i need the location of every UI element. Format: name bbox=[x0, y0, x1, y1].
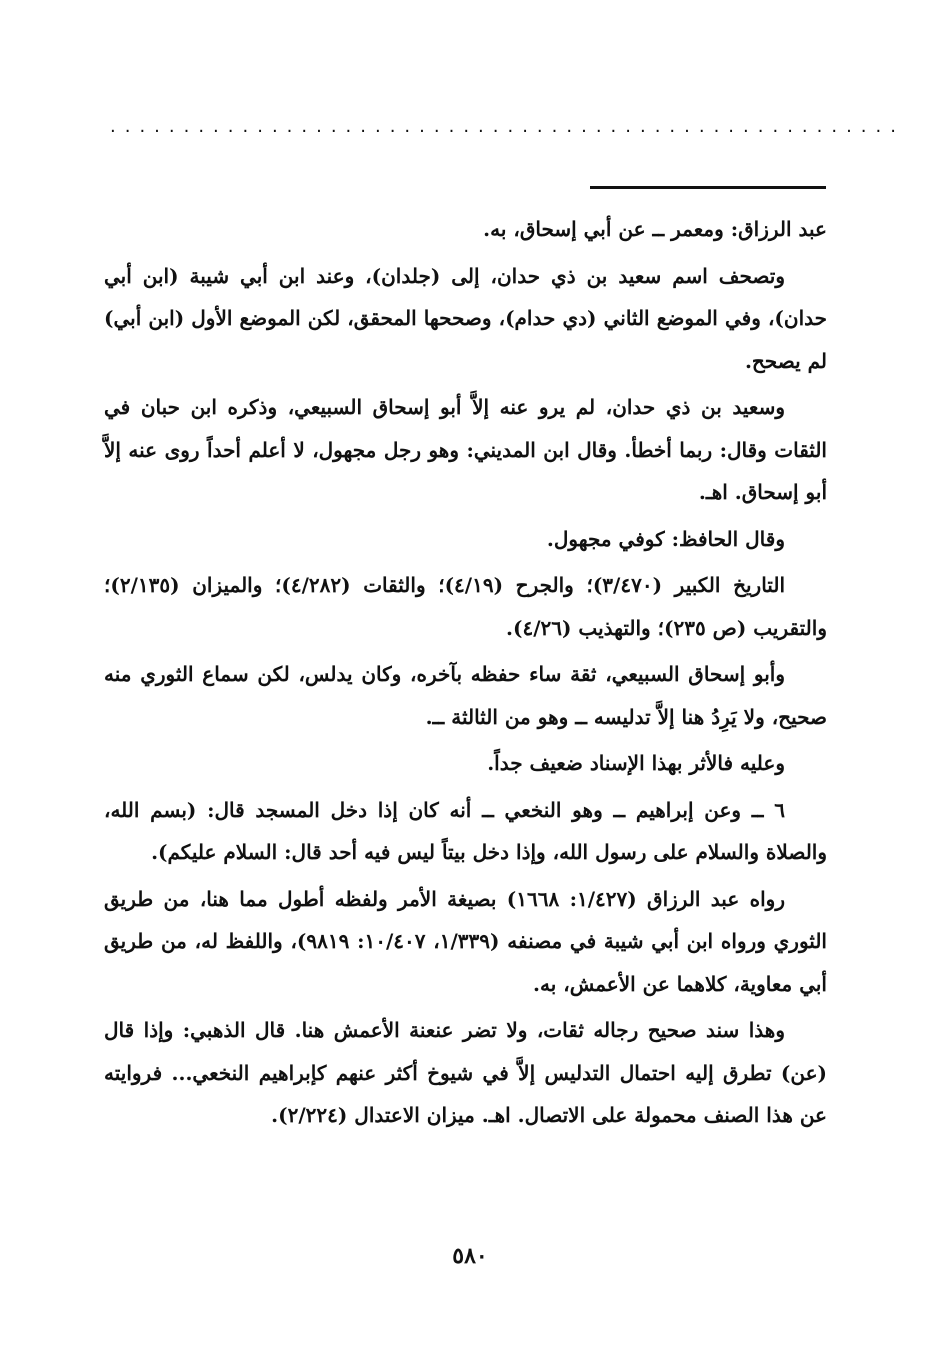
page-number: ٥٨٠ bbox=[452, 1243, 488, 1269]
footnote-rule bbox=[590, 186, 826, 189]
paragraph: وعليه فالأثر بهذا الإسناد ضعيف جداً. bbox=[487, 751, 785, 775]
paragraph: وقال الحافظ: كوفي مجهول. bbox=[546, 526, 785, 551]
dotted-separator: ...................................................... bbox=[110, 116, 905, 137]
paragraph: عبد الرزاق: ومعمر ــ عن أبي إسحاق، به. bbox=[483, 217, 827, 241]
paragraph: وأبو إسحاق السبيعي، ثقة ساء حفظه بآخره، وكان يدلس، لكن سماع الثوري منه صحيح، ولا يَرِدُ هنا إلاَّ تدليسه ــ وهو من الثالثة ــ. bbox=[104, 662, 827, 729]
paragraph: التاريخ الكبير (٣/٤٧٠)؛ والجرح (٤/١٩)؛ والثقات (٤/٢٨٢)؛ والميزان (٢/١٣٥)؛ والتقريب (ص ٢٣٥)؛ والتهذيب (٤/٢٦). bbox=[104, 573, 827, 640]
page-text bbox=[104, 208, 827, 1141]
paragraph: وهذا سند صحيح رجاله ثقات، ولا تضر عنعنة الأعمش هنا. قال الذهبي: وإذا قال (عن) تطرق إليه احتمال التدليس إلاَّ في شيوخ أكثر عنهم كإبراهيم النخعي... فروايته عن هذا الصنف محمولة على الاتصال. اهـ. ميزان الاعتدال (٢/٢٢٤). bbox=[104, 1018, 827, 1127]
paragraph: وسعيد بن ذي حدان، لم يرو عنه إلاَّ أبو إسحاق السبيعي، وذكره ابن حبان في الثقات وقال: ربما أخطأ. وقال ابن المديني: وهو رجل مجهول، لا أعلم أحداً روى عنه إلاَّ أبو إسحاق. اهـ. bbox=[104, 395, 827, 504]
paragraph: وتصحف اسم سعيد بن ذي حدان، إلى (جلدان)، وعند ابن أبي شيبة (ابن أبي حدان)، وفي الموضع الثاني (دي حدام)، وصححها المحقق، لكن الموضع الأول (ابن أبي) لم يصحح. bbox=[104, 263, 827, 373]
paragraph: ٦ ــ وعن إبراهيم ــ وهو النخعي ــ أنه كان إذا دخل المسجد قال: (بسم الله، والصلاة والسلام على رسول الله، وإذا دخل بيتاً ليس فيه أحد قال: السلام عليكم). bbox=[104, 797, 827, 864]
paragraph: رواه عبد الرزاق (١/٤٢٧: ١٦٦٨) بصيغة الأمر ولفظه أطول مما هنا، من طريق الثوري ورواه ابن أبي شيبة في مصنفه (١/٣٣٩، ١٠/٤٠٧: ٩٨١٩)، واللفظ له، من طريق أبي معاوية، كلاهما عن الأعمش، به. bbox=[104, 886, 827, 996]
